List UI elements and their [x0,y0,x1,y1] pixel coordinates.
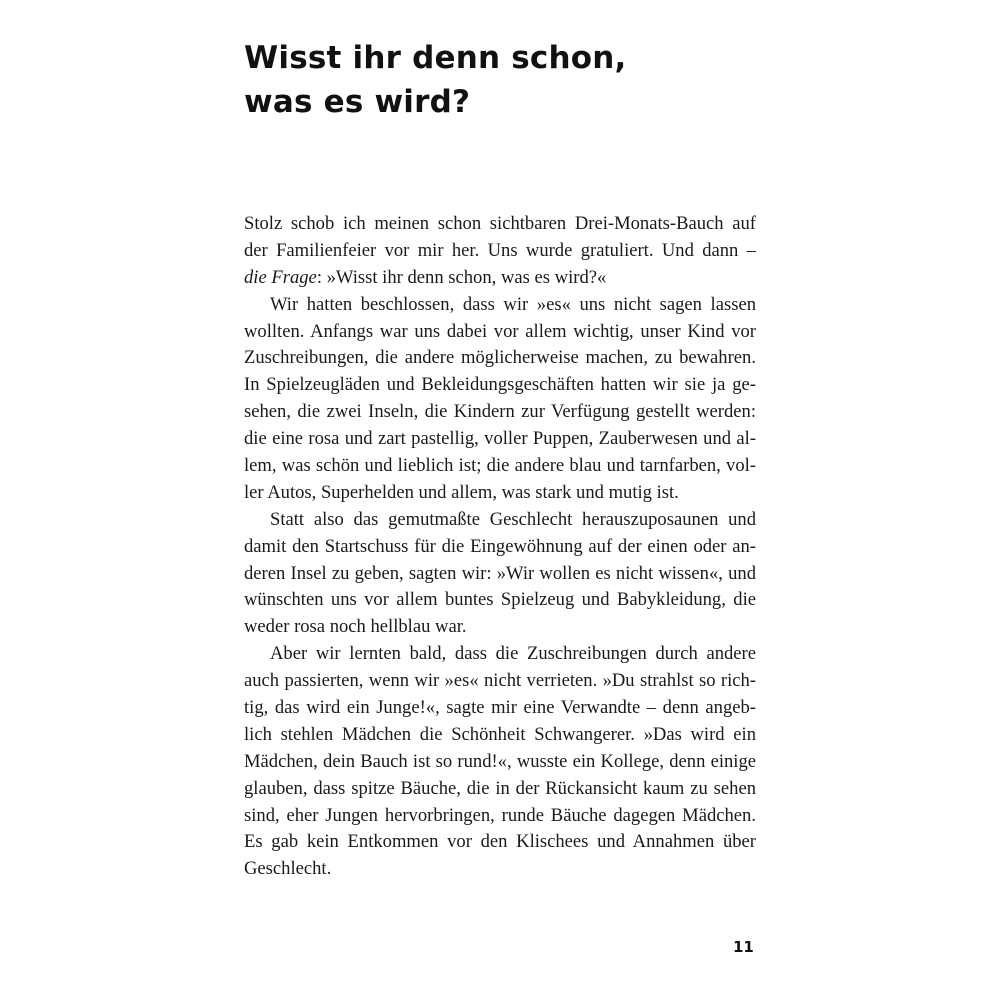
text-line: tig, das wird ein Junge!«, sagte mir eine Verwandte – denn angeb- [244,697,756,719]
text-line: glauben, dass spitze Bäuche, die in der Rückansicht kaum zu sehen [244,777,756,799]
text-line: wünschten uns vor allem buntes Spielzeug und Babykleidung, die [244,589,756,611]
text-line: lem, was schön und lieblich ist; die andere blau und tarnfarben, vol- [244,455,756,477]
text-line: ler Autos, Superhelden und allem, was stark und mutig ist. [244,481,679,503]
text-line: die eine rosa und zart pastellig, voller Puppen, Zauberwesen und al- [244,428,756,450]
text-segment: : »Wisst ihr denn schon, was es wird?« [316,266,607,288]
text-line: Zuschreibungen, die andere möglicherweise machen, zu bewahren. [244,347,756,369]
text-line: auch passierten, wenn wir »es« nicht verrieten. »Du strahlst so rich- [244,670,756,692]
text-line: deren Insel zu geben, sagten wir: »Wir wollen es nicht wissen«, und [244,562,756,584]
body-text [244,211,756,883]
paragraph-3 [244,507,756,641]
text-line: In Spielzeugläden und Bekleidungsgeschäften hatten wir sie ja ge- [244,374,756,396]
text-line: wollten. Anfangs war uns dabei vor allem wichtig, unser Kind vor [244,320,756,342]
chapter-title-line: was es wird? [244,84,471,120]
paragraph-2 [244,292,756,507]
text-line: damit den Startschuss für die Eingewöhnung auf der einen oder an- [244,535,756,557]
text-line: Mädchen, dein Bauch ist so rund!«, wusste ein Kollege, denn einige [244,750,756,772]
text-line: der Familienfeier vor mir her. Uns wurde gratuliert. Und dann – [244,239,756,261]
text-line: lich stehlen Mädchen die Schönheit Schwangerer. »Das wird ein [244,723,756,745]
paragraph-1 [244,211,756,292]
text-line: weder rosa noch hellblau war. [244,616,467,638]
text-line [244,265,756,292]
page-number: 11 [733,938,754,956]
text-line: sehen, die zwei Inseln, die Kindern zur Verfügung gestellt werden: [244,401,756,423]
text-line: Wir hatten beschlossen, dass wir »es« uns nicht sagen lassen [270,293,756,315]
chapter-title [244,36,627,124]
text-line: Geschlecht. [244,858,332,880]
text-line: Stolz schob ich meinen schon sichtbaren Drei-Monats-Bauch auf [244,213,756,234]
chapter-title-line: Wisst ihr denn schon, [244,40,627,76]
emphasized-text: die Frage [244,266,317,288]
paragraph-4 [244,641,756,883]
text-line: Aber wir lernten bald, dass die Zuschreibungen durch andere [270,643,756,665]
text-line: sind, eher Jungen hervorbringen, runde Bäuche dagegen Mädchen. [244,804,756,826]
text-line: Es gab kein Entkommen vor den Klischees und Annahmen über [244,831,756,853]
text-line: Statt also das gemutmaßte Geschlecht herauszuposaunen und [270,508,756,530]
